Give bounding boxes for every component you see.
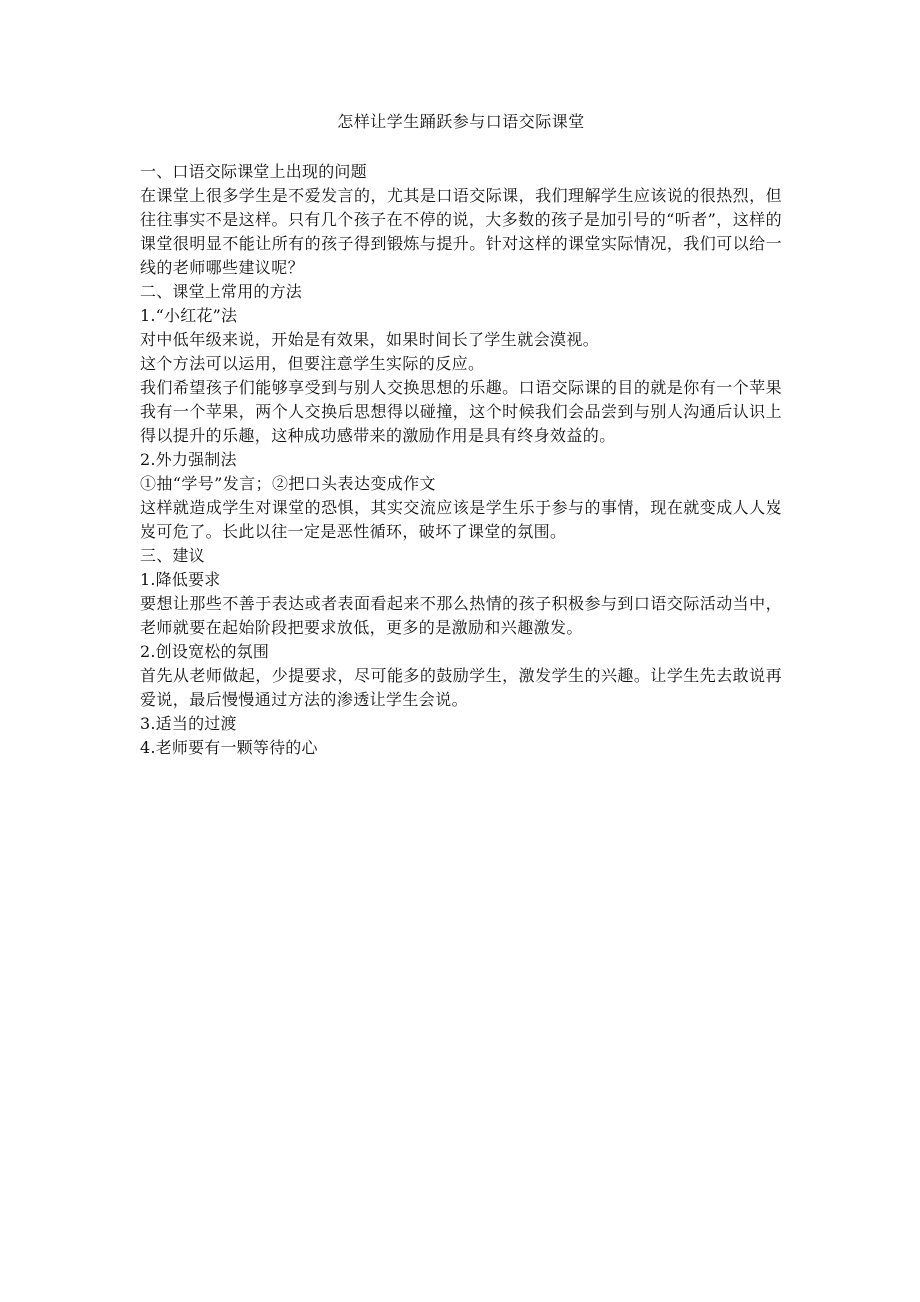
paragraph-forced-1: ①抽“学号”发言；②把口头表达变成作文 [140,474,436,493]
paragraph-red-flower-3: 我们希望孩子们能够享受到与别人交换思想的乐趣。口语交际课的目的就是你有一个苹果我有一个苹果，两个人交换后思想得以碰撞，这个时候我们会品尝到与别人沟通后认识上得以提升的乐趣，这种成功感带来的激励作用是具有终身效益的。 [140,378,782,445]
section-heading-problems: 一、口语交际课堂上出现的问题 [140,162,367,181]
paragraph-red-flower-1: 对中低年级来说，开始是有效果，如果时间长了学生就会漠视。 [140,330,600,349]
subheading-patient-heart: 4.老师要有一颗等待的心 [140,738,318,757]
section-heading-suggestions: 三、建议 [140,546,205,565]
paragraph-red-flower-2: 这个方法可以运用，但要注意学生实际的反应。 [140,354,485,373]
paragraph-lower-requirements: 要想让那些不善于表达或者表面看起来不那么热情的孩子积极参与到口语交际活动当中，老师就要在起始阶段把要求放低，更多的是激励和兴趣激发。 [140,594,782,637]
document-page [140,108,782,760]
subheading-lower-requirements: 1.降低要求 [140,570,221,589]
document-title: 怎样让学生踊跃参与口语交际课堂 [337,112,585,131]
subheading-forced: 2.外力强制法 [140,450,237,469]
section-heading-methods: 二、课堂上常用的方法 [140,282,303,301]
paragraph-problems: 在课堂上很多学生是不爱发言的，尤其是口语交际课，我们理解学生应该说的很热烈，但往往事实不是这样。只有几个孩子在不停的说，大多数的孩子是加引号的“听者”，这样的课堂很明显不能让所有的孩子得到锻炼与提升。针对这样的课堂实际情况，我们可以给一线的老师哪些建议呢？ [140,186,782,277]
subheading-transition: 3.适当的过渡 [140,714,237,733]
paragraph-forced-2: 这样就造成学生对课堂的恐惧，其实交流应该是学生乐于参与的事情，现在就变成人人岌岌可危了。长此以往一定是恶性循环，破坏了课堂的氛围。 [140,498,782,541]
subheading-relaxed-atmosphere: 2.创设宽松的氛围 [140,642,270,661]
paragraph-relaxed-atmosphere: 首先从老师做起，少提要求，尽可能多的鼓励学生，激发学生的兴趣。让学生先去敢说再爱说，最后慢慢通过方法的渗透让学生会说。 [140,666,782,709]
subheading-red-flower: 1.“小红花”法 [140,306,238,325]
